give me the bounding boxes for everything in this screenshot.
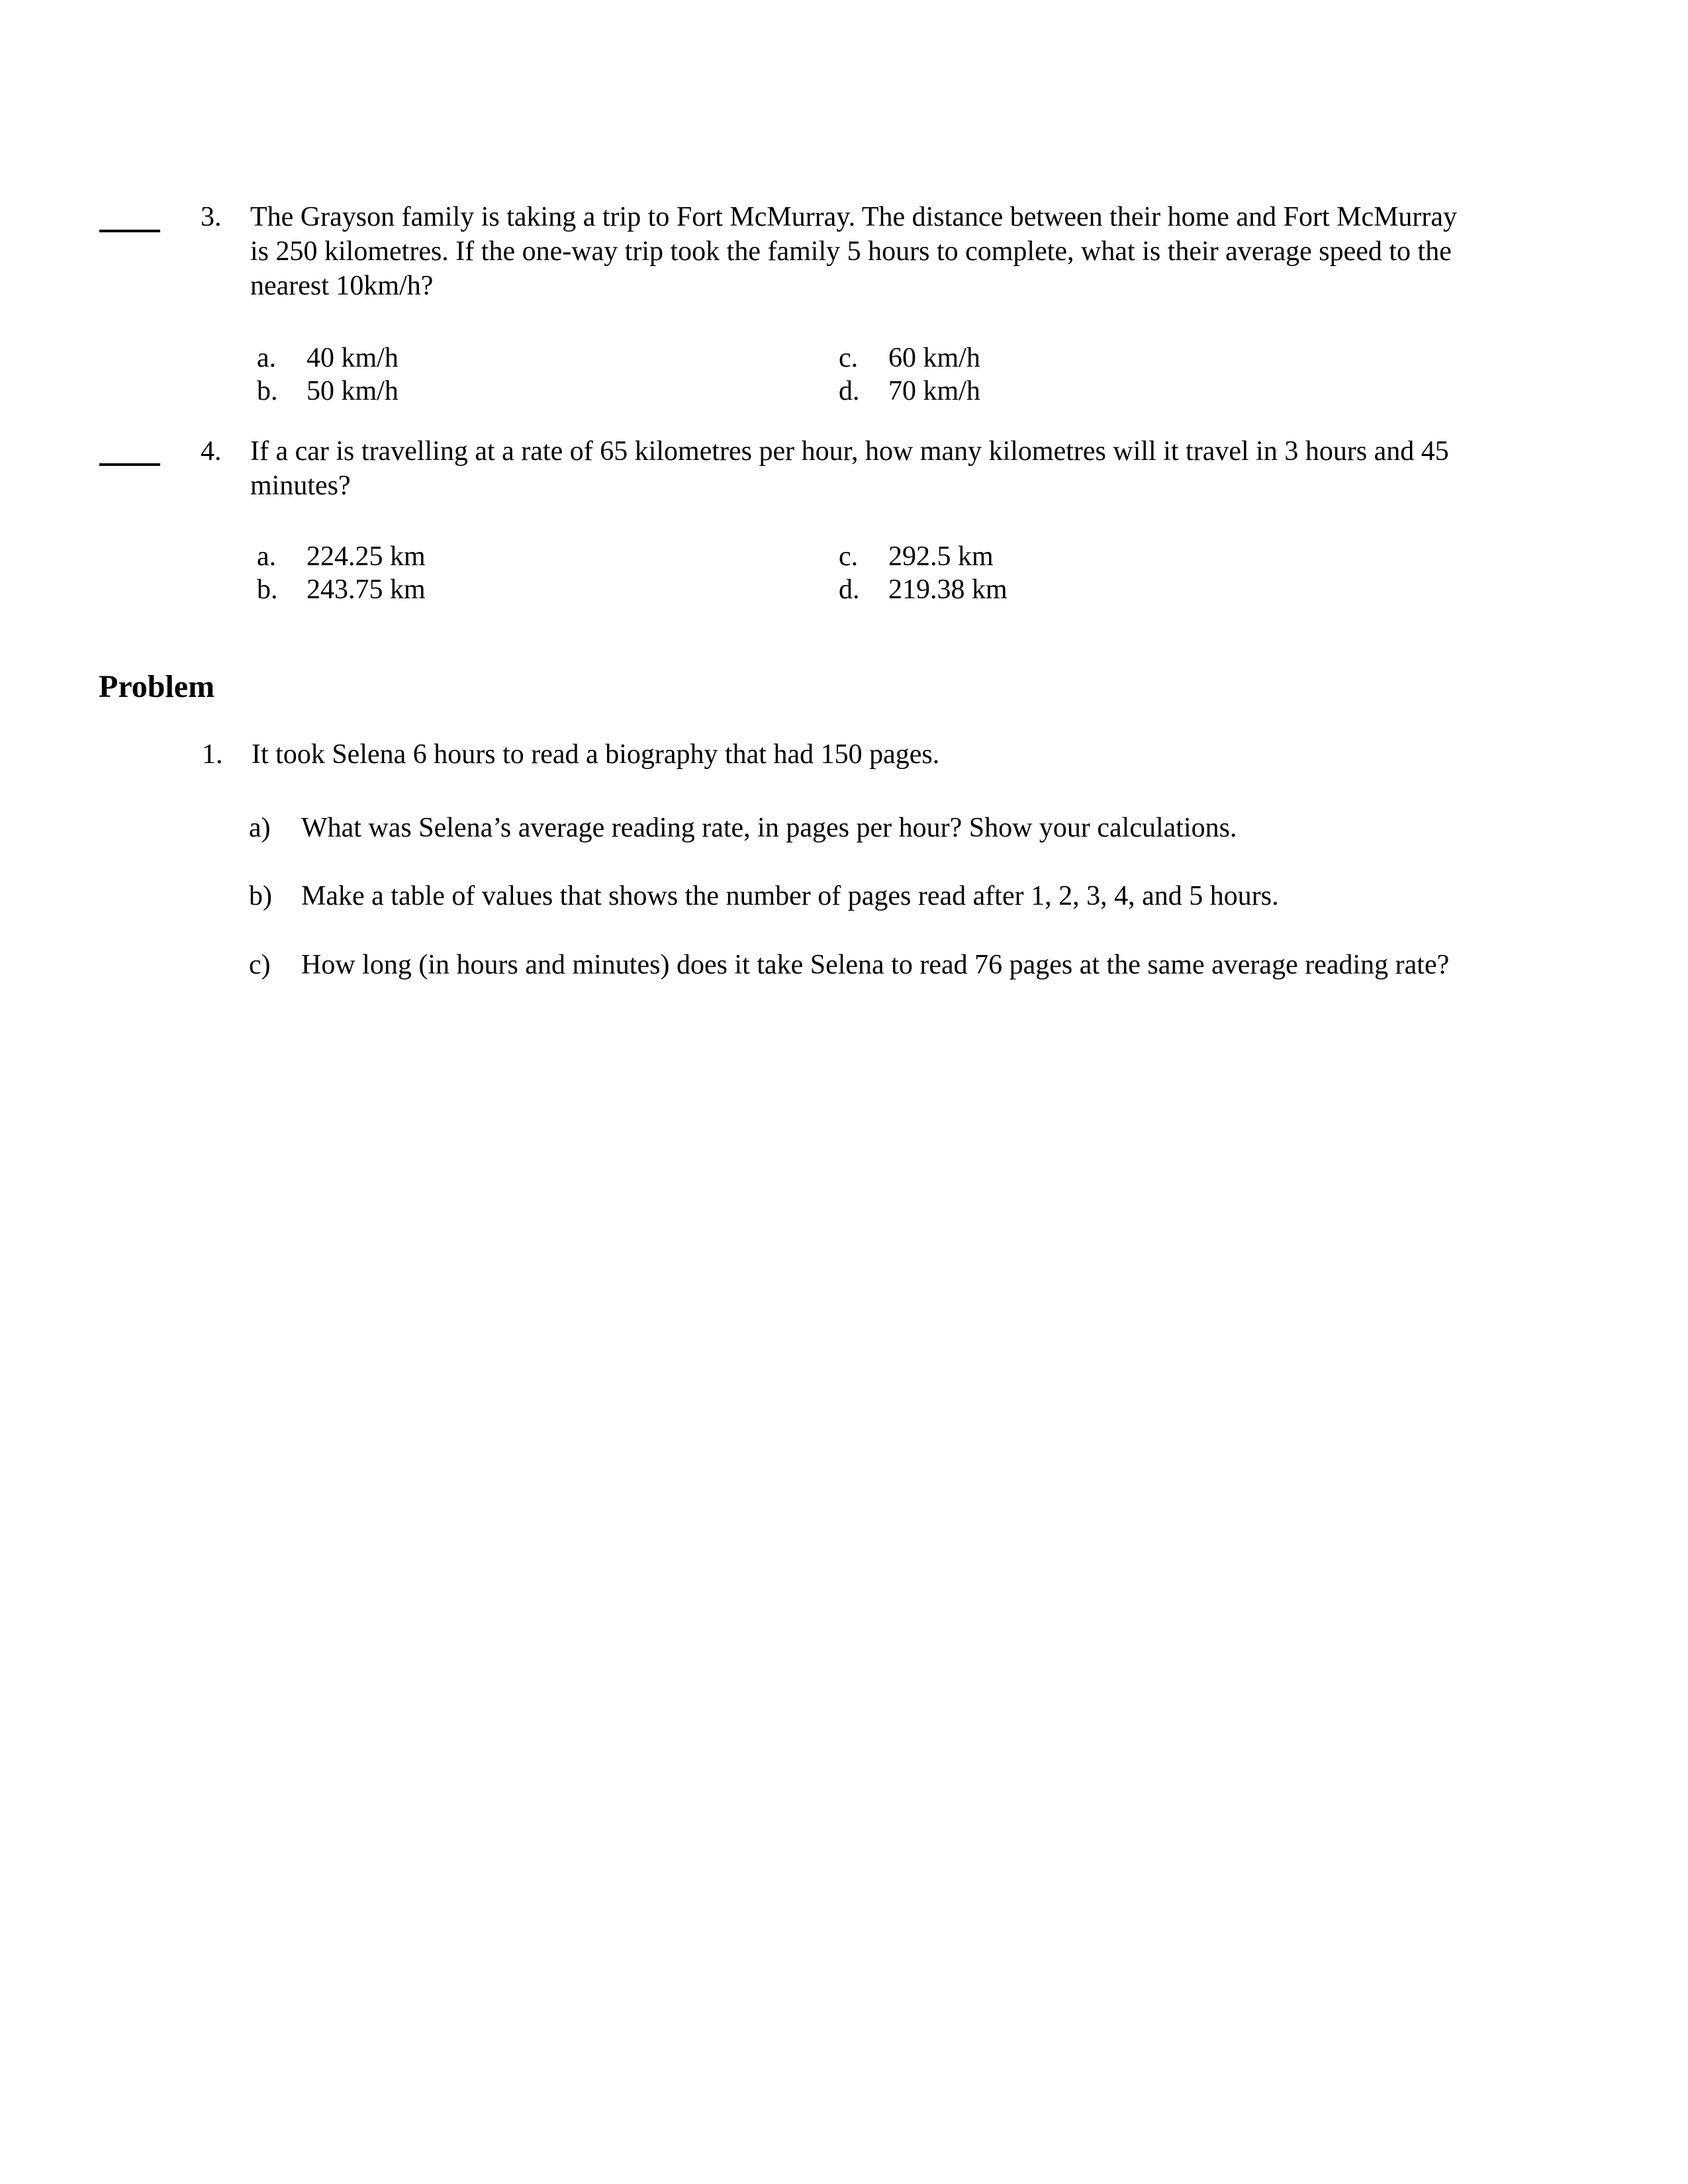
- option-letter-c: c.: [839, 343, 859, 373]
- part-b-text: Make a table of values that shows the number of pages read after 1, 2, 3, 4, and 5 hours.: [301, 881, 1279, 911]
- question-3-number: 3.: [201, 202, 222, 232]
- option-letter-a: a.: [257, 343, 277, 373]
- part-a-letter: a): [249, 813, 271, 843]
- part-c-text: How long (in hours and minutes) does it take Selena to read 76 pages at the same average reading rate?: [301, 950, 1450, 980]
- question-3-options-row-2: [257, 374, 980, 408]
- question-3-line-1: The Grayson family is taking a trip to Fort McMurray. The distance between their home and Fort McMurray: [250, 202, 1458, 232]
- problem-1-number: 1.: [202, 739, 223, 770]
- problem-1: [202, 737, 939, 772]
- question-3-options-row-1: [257, 341, 980, 375]
- problem-1-part-a: [249, 811, 1237, 845]
- part-b-letter: b): [249, 881, 272, 911]
- option-letter-c: c.: [839, 541, 859, 572]
- option-text-c: 292.5 km: [888, 541, 994, 572]
- question-3-line-2: is 250 kilometres. If the one-way trip took the family 5 hours to complete, what is their average speed to the: [250, 236, 1452, 267]
- option-letter-d: d.: [839, 376, 860, 406]
- question-4-number: 4.: [201, 436, 222, 467]
- option-letter-a: a.: [257, 541, 277, 572]
- option-text-c: 60 km/h: [888, 343, 980, 373]
- part-a-text: What was Selena’s average reading rate, in pages per hour? Show your calculations.: [301, 813, 1237, 843]
- answer-blank-q4: [99, 463, 160, 466]
- question-4-options-row-2: [257, 572, 1008, 607]
- option-text-d: 70 km/h: [888, 376, 980, 406]
- option-letter-d: d.: [839, 574, 860, 605]
- option-letter-b: b.: [257, 376, 278, 406]
- problem-1-part-b: [249, 879, 1279, 913]
- problem-section-heading: Problem: [99, 669, 215, 704]
- problem-1-text: It took Selena 6 hours to read a biography that had 150 pages.: [252, 739, 940, 770]
- problem-1-part-c: [249, 948, 1449, 982]
- part-c-letter: c): [249, 950, 271, 980]
- option-text-a: 40 km/h: [306, 343, 399, 373]
- option-text-b: 243.75 km: [306, 574, 426, 605]
- question-4-line-2: minutes?: [250, 471, 351, 501]
- option-text-d: 219.38 km: [888, 574, 1008, 605]
- option-text-b: 50 km/h: [306, 376, 399, 406]
- question-4-line-1: If a car is travelling at a rate of 65 kilometres per hour, how many kilometres will it travel in 3 hours and 45: [250, 436, 1449, 467]
- option-letter-b: b.: [257, 574, 278, 605]
- answer-blank-q3: [99, 230, 160, 232]
- question-3-line-3: nearest 10km/h?: [250, 271, 434, 301]
- option-text-a: 224.25 km: [306, 541, 426, 572]
- question-4-options-row-1: [257, 539, 994, 574]
